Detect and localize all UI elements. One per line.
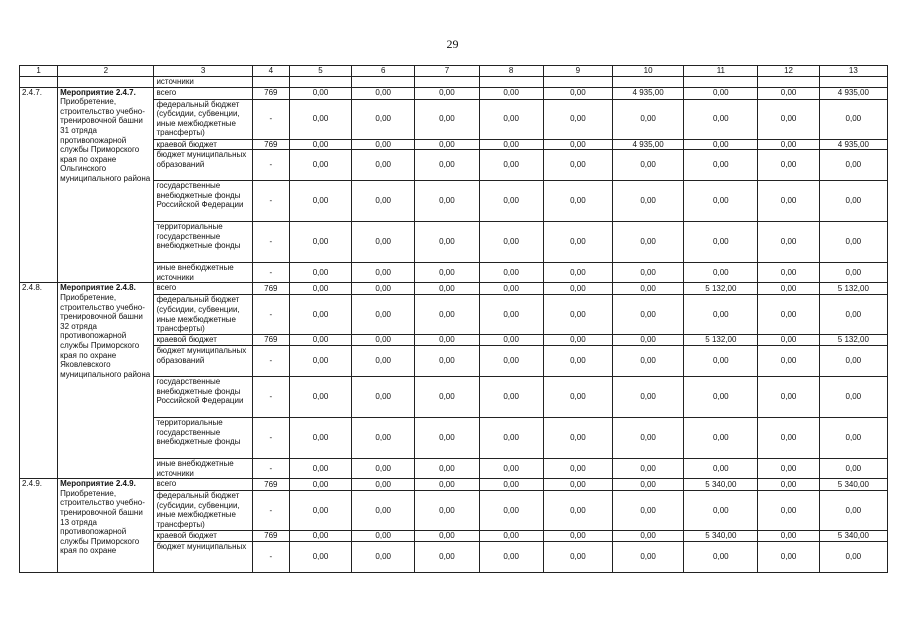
amount-cell-col13: 0,00 (819, 263, 887, 283)
amount-cell-col13: 0,00 (819, 458, 887, 478)
ministry-code: - (252, 99, 289, 139)
amount-cell-col5: 0,00 (289, 491, 351, 531)
amount-cell-col6: 0,00 (352, 345, 415, 376)
amount-cell-col13: 0,00 (819, 150, 887, 181)
event-description-cell (58, 87, 154, 283)
amount-cell-col12: 0,00 (758, 417, 819, 458)
funding-source: всего (154, 87, 252, 99)
amount-cell-col9: 0,00 (543, 99, 612, 139)
amount-cell-col13: 4 935,00 (819, 139, 887, 150)
amount-cell-col10: 0,00 (612, 541, 683, 572)
amount-cell-col13: 0,00 (819, 491, 887, 531)
amount-cell-col11: 5 340,00 (684, 531, 758, 542)
amount-cell-col8: 0,00 (479, 263, 543, 283)
amount-cell-col10: 0,00 (612, 417, 683, 458)
ministry-code: - (252, 376, 289, 417)
source-cell: источники (154, 77, 252, 88)
amount-cell-col7: 0,00 (415, 181, 479, 222)
amount-cell-col9: 0,00 (543, 139, 612, 150)
amount-cell-col8: 0,00 (479, 491, 543, 531)
amount-cell-col13: 0,00 (819, 345, 887, 376)
amount-cell-col6: 0,00 (352, 531, 415, 542)
amount-cell-col7: 0,00 (415, 150, 479, 181)
ministry-code: - (252, 263, 289, 283)
amount-cell-col11: 0,00 (684, 150, 758, 181)
amount-cell-col7: 0,00 (415, 263, 479, 283)
ministry-code: 769 (252, 87, 289, 99)
amount-cell-col9: 0,00 (543, 417, 612, 458)
amount-cell-col7: 0,00 (415, 531, 479, 542)
amount-cell-col13: 5 340,00 (819, 479, 887, 491)
amount-cell-col6: 0,00 (352, 541, 415, 572)
funding-source: иные внебюджетные источники (154, 263, 252, 283)
amount-cell-col6: 0,00 (352, 295, 415, 335)
amount-cell-col7: 0,00 (415, 479, 479, 491)
amount-cell-col13: 5 132,00 (819, 335, 887, 346)
column-header-12: 12 (758, 66, 819, 77)
amount-cell-col10: 0,00 (612, 458, 683, 478)
amount-cell-col7: 0,00 (415, 491, 479, 531)
amount-cell-col13: 5 340,00 (819, 531, 887, 542)
column-header-5: 5 (289, 66, 351, 77)
amount-cell-col8: 0,00 (479, 541, 543, 572)
amount-cell-col8: 0,00 (479, 479, 543, 491)
amount-cell-col6: 0,00 (352, 222, 415, 263)
amount-cell-col9: 0,00 (543, 345, 612, 376)
amount-cell-col13: 0,00 (819, 417, 887, 458)
amount-cell-col13: 5 132,00 (819, 283, 887, 295)
amount-cell-col6: 0,00 (352, 87, 415, 99)
empty-cell (479, 77, 543, 88)
amount-cell-col5: 0,00 (289, 99, 351, 139)
funding-source: бюджет муниципальных образований (154, 150, 252, 181)
event-title: Мероприятие 2.4.9. (60, 479, 136, 489)
amount-cell-col9: 0,00 (543, 295, 612, 335)
amount-cell-col7: 0,00 (415, 376, 479, 417)
amount-cell-col8: 0,00 (479, 335, 543, 346)
amount-cell-col11: 0,00 (684, 263, 758, 283)
amount-cell-col7: 0,00 (415, 87, 479, 99)
ministry-code: 769 (252, 479, 289, 491)
amount-cell-col11: 5 132,00 (684, 335, 758, 346)
event-description-cell (58, 479, 154, 573)
amount-cell-col6: 0,00 (352, 458, 415, 478)
funding-source: федеральный бюджет (субсидии, субвенции, иные межбюджетные трансферты) (154, 491, 252, 531)
amount-cell-col12: 0,00 (758, 376, 819, 417)
empty-cell (352, 77, 415, 88)
amount-cell-col6: 0,00 (352, 99, 415, 139)
amount-cell-col8: 0,00 (479, 150, 543, 181)
amount-cell-col10: 0,00 (612, 295, 683, 335)
amount-cell-col13: 0,00 (819, 99, 887, 139)
amount-cell-col9: 0,00 (543, 541, 612, 572)
amount-cell-col10: 0,00 (612, 181, 683, 222)
amount-cell-col10: 0,00 (612, 150, 683, 181)
amount-cell-col8: 0,00 (479, 222, 543, 263)
amount-cell-col8: 0,00 (479, 99, 543, 139)
amount-cell-col5: 0,00 (289, 335, 351, 346)
amount-cell-col13: 4 935,00 (819, 87, 887, 99)
ministry-code: 769 (252, 335, 289, 346)
amount-cell-col12: 0,00 (758, 222, 819, 263)
amount-cell-col10: 0,00 (612, 99, 683, 139)
event-code: 2.4.9. (20, 479, 58, 573)
amount-cell-col11: 5 132,00 (684, 283, 758, 295)
empty-cell (758, 77, 819, 88)
amount-cell-col8: 0,00 (479, 139, 543, 150)
funding-source: государственные внебюджетные фонды Российской Федерации (154, 376, 252, 417)
amount-cell-col10: 0,00 (612, 491, 683, 531)
amount-cell-col10: 0,00 (612, 283, 683, 295)
event-code: 2.4.8. (20, 283, 58, 479)
amount-cell-col9: 0,00 (543, 263, 612, 283)
amount-cell-col11: 0,00 (684, 541, 758, 572)
ministry-code: - (252, 345, 289, 376)
table-row (20, 479, 888, 491)
ministry-code: 769 (252, 139, 289, 150)
table-header-row (20, 66, 888, 77)
empty-cell (20, 77, 58, 88)
column-header-3: 3 (154, 66, 252, 77)
ministry-code: 769 (252, 283, 289, 295)
empty-cell (543, 77, 612, 88)
amount-cell-col9: 0,00 (543, 458, 612, 478)
funding-source: всего (154, 479, 252, 491)
amount-cell-col12: 0,00 (758, 531, 819, 542)
amount-cell-col10: 0,00 (612, 222, 683, 263)
column-header-10: 10 (612, 66, 683, 77)
event-title: Мероприятие 2.4.7. (60, 87, 136, 97)
amount-cell-col12: 0,00 (758, 150, 819, 181)
amount-cell-col10: 0,00 (612, 345, 683, 376)
amount-cell-col8: 0,00 (479, 283, 543, 295)
amount-cell-col6: 0,00 (352, 479, 415, 491)
column-header-8: 8 (479, 66, 543, 77)
amount-cell-col11: 0,00 (684, 458, 758, 478)
amount-cell-col6: 0,00 (352, 376, 415, 417)
funding-source: краевой бюджет (154, 531, 252, 542)
empty-cell (289, 77, 351, 88)
event-description: Приобретение, строительство учебно-тренировочной башни 31 отряда противопожарной службы Приморского края по охране Ольгинского муниципального района (60, 97, 151, 183)
amount-cell-col12: 0,00 (758, 263, 819, 283)
amount-cell-col9: 0,00 (543, 335, 612, 346)
amount-cell-col10: 0,00 (612, 479, 683, 491)
amount-cell-col6: 0,00 (352, 491, 415, 531)
amount-cell-col11: 0,00 (684, 222, 758, 263)
amount-cell-col12: 0,00 (758, 99, 819, 139)
column-header-13: 13 (819, 66, 887, 77)
amount-cell-col13: 0,00 (819, 222, 887, 263)
amount-cell-col12: 0,00 (758, 283, 819, 295)
amount-cell-col10: 0,00 (612, 376, 683, 417)
amount-cell-col9: 0,00 (543, 222, 612, 263)
continuation-row (20, 77, 888, 88)
amount-cell-col10: 0,00 (612, 263, 683, 283)
amount-cell-col8: 0,00 (479, 345, 543, 376)
column-header-4: 4 (252, 66, 289, 77)
amount-cell-col7: 0,00 (415, 222, 479, 263)
ministry-code: - (252, 417, 289, 458)
amount-cell-col9: 0,00 (543, 479, 612, 491)
amount-cell-col13: 0,00 (819, 295, 887, 335)
funding-source: бюджет муниципальных образований (154, 345, 252, 376)
amount-cell-col9: 0,00 (543, 491, 612, 531)
amount-cell-col8: 0,00 (479, 531, 543, 542)
amount-cell-col12: 0,00 (758, 541, 819, 572)
amount-cell-col7: 0,00 (415, 139, 479, 150)
amount-cell-col8: 0,00 (479, 181, 543, 222)
funding-source: всего (154, 283, 252, 295)
amount-cell-col8: 0,00 (479, 295, 543, 335)
amount-cell-col5: 0,00 (289, 458, 351, 478)
table-row (20, 283, 888, 295)
amount-cell-col9: 0,00 (543, 376, 612, 417)
funding-source: иные внебюджетные источники (154, 458, 252, 478)
ministry-code: - (252, 295, 289, 335)
empty-cell (58, 77, 154, 88)
amount-cell-col11: 0,00 (684, 295, 758, 335)
amount-cell-col7: 0,00 (415, 283, 479, 295)
amount-cell-col12: 0,00 (758, 295, 819, 335)
amount-cell-col12: 0,00 (758, 87, 819, 99)
funding-source: краевой бюджет (154, 335, 252, 346)
amount-cell-col13: 0,00 (819, 541, 887, 572)
funding-source: территориальные государственные внебюджетные фонды (154, 222, 252, 263)
event-description: Приобретение, строительство учебно-тренировочной башни 13 отряда противопожарной службы Приморского края по охране (60, 488, 145, 556)
amount-cell-col12: 0,00 (758, 139, 819, 150)
amount-cell-col5: 0,00 (289, 263, 351, 283)
column-header-2: 2 (58, 66, 154, 77)
amount-cell-col5: 0,00 (289, 222, 351, 263)
empty-cell (684, 77, 758, 88)
empty-cell (612, 77, 683, 88)
amount-cell-col6: 0,00 (352, 150, 415, 181)
column-header-6: 6 (352, 66, 415, 77)
amount-cell-col11: 0,00 (684, 139, 758, 150)
amount-cell-col8: 0,00 (479, 87, 543, 99)
amount-cell-col9: 0,00 (543, 283, 612, 295)
amount-cell-col8: 0,00 (479, 458, 543, 478)
amount-cell-col11: 0,00 (684, 376, 758, 417)
amount-cell-col6: 0,00 (352, 181, 415, 222)
amount-cell-col10: 0,00 (612, 531, 683, 542)
amount-cell-col5: 0,00 (289, 295, 351, 335)
amount-cell-col10: 4 935,00 (612, 87, 683, 99)
amount-cell-col12: 0,00 (758, 335, 819, 346)
amount-cell-col7: 0,00 (415, 345, 479, 376)
amount-cell-col6: 0,00 (352, 263, 415, 283)
amount-cell-col12: 0,00 (758, 345, 819, 376)
amount-cell-col6: 0,00 (352, 139, 415, 150)
amount-cell-col8: 0,00 (479, 376, 543, 417)
amount-cell-col8: 0,00 (479, 417, 543, 458)
amount-cell-col6: 0,00 (352, 417, 415, 458)
funding-source: краевой бюджет (154, 139, 252, 150)
ministry-code: - (252, 222, 289, 263)
ministry-code: - (252, 541, 289, 572)
amount-cell-col7: 0,00 (415, 417, 479, 458)
event-title: Мероприятие 2.4.8. (60, 283, 136, 293)
event-code: 2.4.7. (20, 87, 58, 283)
amount-cell-col12: 0,00 (758, 491, 819, 531)
table-row (20, 87, 888, 99)
amount-cell-col10: 0,00 (612, 335, 683, 346)
amount-cell-col7: 0,00 (415, 99, 479, 139)
amount-cell-col10: 4 935,00 (612, 139, 683, 150)
event-description: Приобретение, строительство учебно-тренировочной башни 32 отряда противопожарной службы Приморского края по охране Яковлевского муниципального района (60, 292, 151, 379)
amount-cell-col5: 0,00 (289, 479, 351, 491)
amount-cell-col7: 0,00 (415, 541, 479, 572)
amount-cell-col12: 0,00 (758, 479, 819, 491)
amount-cell-col5: 0,00 (289, 283, 351, 295)
amount-cell-col5: 0,00 (289, 345, 351, 376)
amount-cell-col7: 0,00 (415, 295, 479, 335)
amount-cell-col13: 0,00 (819, 181, 887, 222)
amount-cell-col11: 0,00 (684, 345, 758, 376)
amount-cell-col11: 5 340,00 (684, 479, 758, 491)
budget-table (19, 65, 888, 573)
amount-cell-col5: 0,00 (289, 150, 351, 181)
ministry-code: - (252, 150, 289, 181)
amount-cell-col5: 0,00 (289, 139, 351, 150)
ministry-code: - (252, 458, 289, 478)
amount-cell-col9: 0,00 (543, 531, 612, 542)
amount-cell-col9: 0,00 (543, 181, 612, 222)
amount-cell-col11: 0,00 (684, 491, 758, 531)
amount-cell-col7: 0,00 (415, 458, 479, 478)
amount-cell-col5: 0,00 (289, 181, 351, 222)
funding-source: территориальные государственные внебюджетные фонды (154, 417, 252, 458)
amount-cell-col13: 0,00 (819, 376, 887, 417)
amount-cell-col11: 0,00 (684, 99, 758, 139)
amount-cell-col5: 0,00 (289, 541, 351, 572)
amount-cell-col11: 0,00 (684, 87, 758, 99)
amount-cell-col9: 0,00 (543, 87, 612, 99)
amount-cell-col5: 0,00 (289, 417, 351, 458)
page-number: 29 (446, 37, 459, 51)
empty-cell (252, 77, 289, 88)
amount-cell-col5: 0,00 (289, 87, 351, 99)
funding-source: государственные внебюджетные фонды Российской Федерации (154, 181, 252, 222)
empty-cell (819, 77, 887, 88)
column-header-1: 1 (20, 66, 58, 77)
ministry-code: 769 (252, 531, 289, 542)
empty-cell (415, 77, 479, 88)
column-header-11: 11 (684, 66, 758, 77)
column-header-9: 9 (543, 66, 612, 77)
funding-source: федеральный бюджет (субсидии, субвенции, иные межбюджетные трансферты) (154, 99, 252, 139)
amount-cell-col5: 0,00 (289, 376, 351, 417)
amount-cell-col9: 0,00 (543, 150, 612, 181)
amount-cell-col6: 0,00 (352, 335, 415, 346)
amount-cell-col7: 0,00 (415, 335, 479, 346)
amount-cell-col11: 0,00 (684, 417, 758, 458)
funding-source: федеральный бюджет (субсидии, субвенции, иные межбюджетные трансферты) (154, 295, 252, 335)
ministry-code: - (252, 181, 289, 222)
event-description-cell (58, 283, 154, 479)
amount-cell-col5: 0,00 (289, 531, 351, 542)
amount-cell-col6: 0,00 (352, 283, 415, 295)
amount-cell-col11: 0,00 (684, 181, 758, 222)
ministry-code: - (252, 491, 289, 531)
amount-cell-col12: 0,00 (758, 458, 819, 478)
amount-cell-col12: 0,00 (758, 181, 819, 222)
column-header-7: 7 (415, 66, 479, 77)
funding-source: бюджет муниципальных (154, 541, 252, 572)
